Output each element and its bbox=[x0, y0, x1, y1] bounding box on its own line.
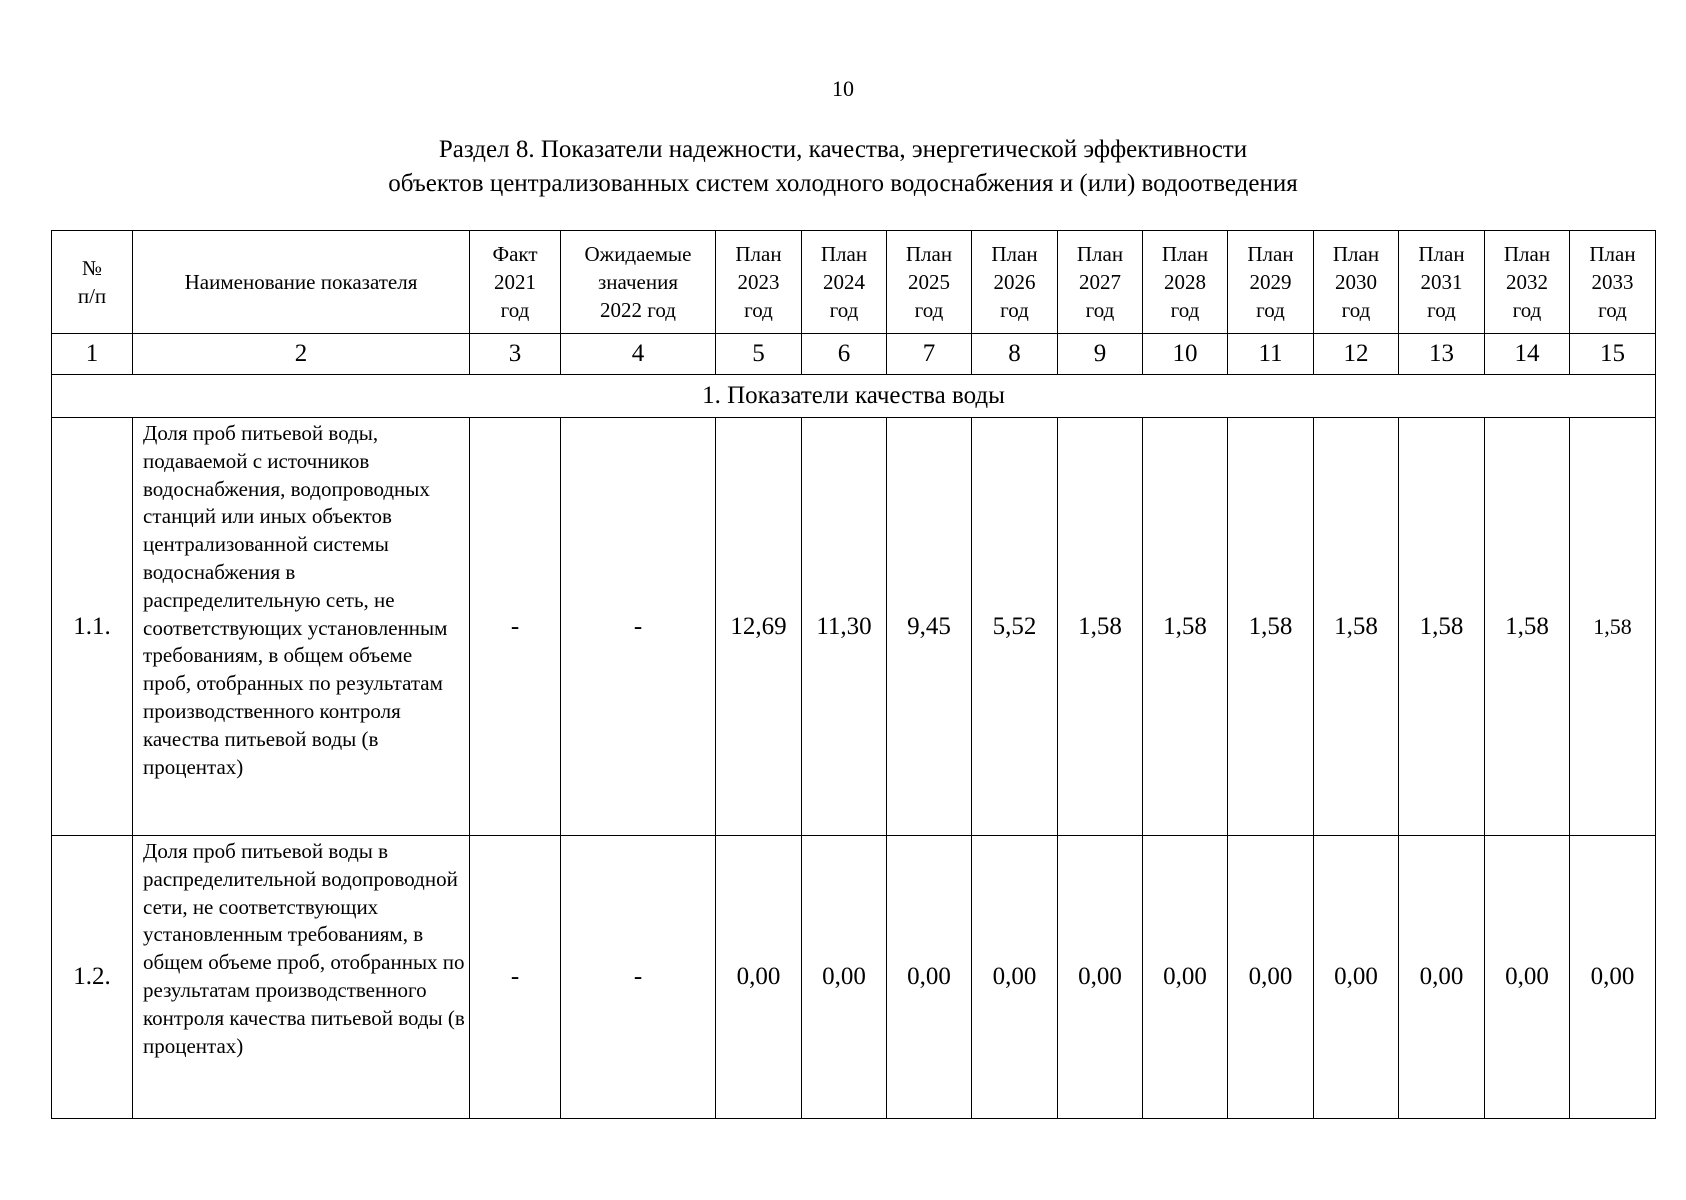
indicator-value: 0,00 bbox=[1314, 836, 1399, 1119]
column-header-line: год bbox=[1085, 298, 1115, 322]
column-number: 12 bbox=[1314, 334, 1399, 375]
column-header-line: 2023 bbox=[737, 270, 780, 294]
column-header-line: год bbox=[500, 298, 530, 322]
indicator-value: 1,58 bbox=[1485, 418, 1570, 836]
indicator-name: Доля проб питьевой воды в распределительной водопроводной сети, не соответствующих установленным требованиям, в общем объеме проб, отобранных по результатам производственного контроля качества питьевой воды (в процентах) bbox=[133, 836, 470, 1119]
column-header-line: Наименование показателя bbox=[184, 270, 418, 294]
indicator-value: 1,58 bbox=[1228, 418, 1314, 836]
column-header-line: План bbox=[1589, 242, 1636, 266]
column-number: 4 bbox=[561, 334, 716, 375]
indicator-value: 0,00 bbox=[1570, 836, 1656, 1119]
row-number: 1.2. bbox=[52, 836, 133, 1119]
column-header-line: 2026 bbox=[993, 270, 1036, 294]
column-header-line: План bbox=[991, 242, 1038, 266]
section-row bbox=[52, 375, 1656, 418]
column-header-line: год bbox=[914, 298, 944, 322]
header-row bbox=[52, 231, 1656, 334]
column-header-line: год bbox=[1170, 298, 1200, 322]
indicator-value: 12,69 bbox=[716, 418, 802, 836]
indicator-value: - bbox=[470, 418, 561, 836]
column-header-line: План bbox=[1418, 242, 1465, 266]
column-header bbox=[1058, 231, 1143, 334]
indicator-name: Доля проб питьевой воды, подаваемой с источников водоснабжения, водопроводных станций или иных объектов централизованной системы водоснабжения в распределительную сеть, не соответствующих установленным требованиям, в общем объеме проб, отобранных по результатам производственного контроля качества питьевой воды (в процентах) bbox=[133, 418, 470, 836]
indicator-value: 0,00 bbox=[1485, 836, 1570, 1119]
column-header-line: год bbox=[1256, 298, 1285, 322]
column-number: 3 bbox=[470, 334, 561, 375]
column-header-line: год bbox=[1341, 298, 1371, 322]
indicator-value: 1,58 bbox=[1058, 418, 1143, 836]
table-row bbox=[52, 836, 1656, 1119]
column-header-line: п/п bbox=[77, 284, 107, 308]
column-header bbox=[133, 231, 470, 334]
column-header bbox=[1399, 231, 1485, 334]
column-header-line: 2031 bbox=[1420, 270, 1463, 294]
column-header-line: 2021 bbox=[494, 270, 536, 294]
column-number: 10 bbox=[1143, 334, 1228, 375]
column-number: 5 bbox=[716, 334, 802, 375]
section-heading-line-2: объектов централизованных систем холодного водоснабжения и (или) водоотведения bbox=[388, 170, 1298, 197]
section-title: 1. Показатели качества воды bbox=[52, 375, 1656, 418]
column-header bbox=[470, 231, 561, 334]
column-header bbox=[52, 231, 133, 334]
page-number: 10 bbox=[832, 76, 854, 101]
column-header-line: План bbox=[905, 242, 953, 266]
indicator-value: 0,00 bbox=[1143, 836, 1228, 1119]
indicator-value: 1,58 bbox=[1314, 418, 1399, 836]
indicator-value: 0,00 bbox=[716, 836, 802, 1119]
column-number: 11 bbox=[1228, 334, 1314, 375]
section-heading-line-1: Раздел 8. Показатели надежности, качества, энергетической эффективности bbox=[438, 136, 1248, 163]
column-number: 9 bbox=[1058, 334, 1143, 375]
column-number: 1 bbox=[52, 334, 133, 375]
column-header-line: год bbox=[1598, 298, 1627, 322]
column-header-line: 2028 bbox=[1164, 270, 1206, 294]
column-header-line: План bbox=[1161, 242, 1209, 266]
column-number: 7 bbox=[887, 334, 972, 375]
column-header bbox=[1228, 231, 1314, 334]
column-header-line: 2025 bbox=[908, 270, 950, 294]
column-number: 2 bbox=[133, 334, 470, 375]
column-header-line: План bbox=[1503, 242, 1551, 266]
column-header-line: 2029 bbox=[1249, 270, 1292, 294]
column-header bbox=[1314, 231, 1399, 334]
indicator-value: 1,58 bbox=[1570, 418, 1656, 836]
indicator-value: 11,30 bbox=[802, 418, 887, 836]
column-header bbox=[1570, 231, 1656, 334]
column-header-line: значения bbox=[597, 270, 679, 294]
column-number-row bbox=[52, 334, 1656, 375]
indicator-value: 1,58 bbox=[1399, 418, 1485, 836]
column-number: 13 bbox=[1399, 334, 1485, 375]
indicator-value: - bbox=[561, 836, 716, 1119]
section-heading bbox=[0, 133, 1686, 201]
column-header-line: год bbox=[829, 298, 859, 322]
column-header-line: год bbox=[1427, 298, 1456, 322]
indicator-value: - bbox=[561, 418, 716, 836]
column-header bbox=[802, 231, 887, 334]
indicator-value: 0,00 bbox=[1058, 836, 1143, 1119]
indicator-value: 0,00 bbox=[972, 836, 1058, 1119]
column-header-line: 2022 год bbox=[600, 298, 676, 322]
indicator-value: 0,00 bbox=[887, 836, 972, 1119]
column-header-line: год bbox=[744, 298, 773, 322]
column-header-line: 2027 bbox=[1079, 270, 1121, 294]
column-header-line: План bbox=[1332, 242, 1380, 266]
column-header-line: год bbox=[1000, 298, 1029, 322]
column-header-line: План bbox=[820, 242, 868, 266]
column-header bbox=[1143, 231, 1228, 334]
table-row bbox=[52, 418, 1656, 836]
indicator-value: 0,00 bbox=[1399, 836, 1485, 1119]
indicator-value: 0,00 bbox=[802, 836, 887, 1119]
column-header bbox=[972, 231, 1058, 334]
column-header-line: № bbox=[81, 256, 103, 280]
column-header-line: 2032 bbox=[1506, 270, 1548, 294]
column-header-line: 2024 bbox=[823, 270, 865, 294]
row-number: 1.1. bbox=[52, 418, 133, 836]
column-header bbox=[561, 231, 716, 334]
column-header-line: 2033 bbox=[1591, 270, 1634, 294]
column-number: 6 bbox=[802, 334, 887, 375]
indicator-value: 9,45 bbox=[887, 418, 972, 836]
indicator-value: 5,52 bbox=[972, 418, 1058, 836]
indicator-value: - bbox=[470, 836, 561, 1119]
column-header-line: 2030 bbox=[1335, 270, 1377, 294]
column-number: 14 bbox=[1485, 334, 1570, 375]
column-header bbox=[1485, 231, 1570, 334]
column-header-line: год bbox=[1512, 298, 1542, 322]
column-header-line: План bbox=[735, 242, 782, 266]
column-header-line: План bbox=[1076, 242, 1124, 266]
column-header-line: Ожидаемые bbox=[584, 242, 692, 266]
column-header bbox=[716, 231, 802, 334]
column-number: 15 bbox=[1570, 334, 1656, 375]
indicators-table bbox=[51, 230, 1656, 1119]
column-header-line: Факт bbox=[492, 242, 538, 266]
indicator-value: 0,00 bbox=[1228, 836, 1314, 1119]
indicator-value: 1,58 bbox=[1143, 418, 1228, 836]
column-header bbox=[887, 231, 972, 334]
column-header-line: План bbox=[1247, 242, 1294, 266]
column-number: 8 bbox=[972, 334, 1058, 375]
